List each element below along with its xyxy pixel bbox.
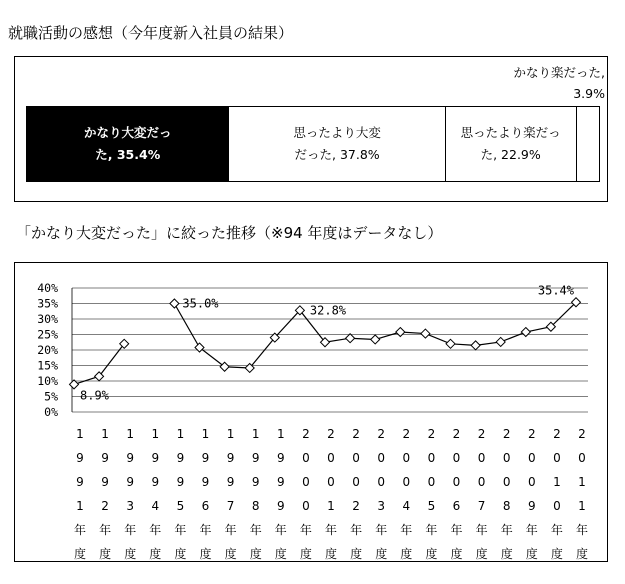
- x-tick-label: 年: [149, 523, 162, 537]
- x-tick-label: 0: [527, 475, 536, 489]
- x-tick-label: 0: [402, 475, 411, 489]
- x-tick-label: 0: [352, 475, 360, 489]
- x-tick-label: 9: [226, 475, 235, 489]
- x-tick-label: 2: [502, 427, 511, 441]
- x-tick-label: 0: [578, 451, 586, 465]
- x-tick-label: 2: [302, 427, 310, 441]
- x-tick-label: 年: [274, 523, 287, 537]
- data-point: [396, 328, 405, 337]
- segment-label-line2: た, 22.9%: [480, 147, 541, 162]
- x-tick-label: 度: [425, 547, 438, 561]
- x-tick-label: 度: [149, 547, 162, 561]
- y-tick-label: 30%: [37, 312, 58, 326]
- x-tick-label: 度: [575, 547, 589, 561]
- x-tick-label: 9: [151, 451, 160, 465]
- x-tick-label: 1: [276, 427, 285, 441]
- x-tick-label: 年: [249, 523, 262, 537]
- outside-label-line2: 3.9%: [573, 86, 605, 101]
- data-label: 35.4%: [537, 283, 574, 298]
- x-tick-label: 1: [76, 427, 84, 441]
- x-tick-label: 3: [126, 499, 135, 513]
- x-tick-label: 年: [400, 523, 413, 537]
- x-tick-label: 6: [452, 499, 461, 513]
- x-tick-label: 9: [201, 451, 210, 465]
- x-tick-label: 1: [151, 427, 160, 441]
- x-tick-label: 9: [126, 451, 135, 465]
- x-tick-label: 9: [276, 475, 285, 489]
- x-tick-label: 0: [477, 475, 486, 489]
- x-tick-label: 2: [427, 427, 436, 441]
- x-tick-label: 0: [452, 475, 461, 489]
- x-tick-label: 度: [199, 547, 212, 561]
- data-point: [521, 328, 530, 337]
- x-tick-label: 2: [477, 427, 486, 441]
- x-tick-label: 1: [327, 499, 335, 513]
- x-tick-label: 9: [76, 451, 84, 465]
- y-tick-label: 15%: [37, 358, 58, 373]
- trend-title: 「かなり大変だった」に絞った推移（※94 年度はデータなし）: [16, 224, 443, 242]
- x-tick-label: 2: [101, 499, 109, 513]
- data-label: 8.9%: [80, 388, 109, 403]
- x-tick-label: 1: [578, 475, 586, 489]
- x-tick-label: 1: [578, 499, 586, 513]
- x-tick-label: 度: [224, 547, 237, 561]
- y-tick-label: 5%: [44, 389, 58, 404]
- data-label: 32.8%: [309, 303, 347, 318]
- x-tick-label: 度: [375, 547, 388, 561]
- x-tick-label: 年: [174, 523, 187, 537]
- x-tick-label: 9: [176, 451, 185, 465]
- x-tick-label: 9: [527, 499, 536, 513]
- x-tick-label: 3: [377, 499, 386, 513]
- x-tick-label: 年: [500, 523, 513, 537]
- x-tick-label: 2: [553, 427, 561, 441]
- x-tick-label: 年: [550, 523, 563, 537]
- x-tick-label: 2: [352, 427, 360, 441]
- x-tick-label: 0: [402, 451, 411, 465]
- outside-label-line1: かなり楽だった,: [513, 65, 605, 80]
- x-tick-label: 年: [73, 523, 87, 537]
- x-tick-label: 0: [327, 475, 335, 489]
- x-tick-label: 度: [174, 547, 187, 561]
- x-tick-label: 年: [350, 523, 363, 537]
- x-tick-label: 度: [249, 547, 262, 561]
- x-tick-label: 年: [525, 523, 538, 537]
- x-tick-label: 年: [324, 523, 338, 537]
- x-tick-label: 0: [377, 451, 386, 465]
- x-tick-label: 0: [452, 451, 461, 465]
- data-point: [421, 329, 430, 338]
- y-tick-label: 20%: [37, 343, 58, 357]
- segment-label-line1: 思ったより大変: [293, 125, 381, 140]
- x-tick-label: 度: [400, 547, 413, 561]
- x-tick-label: 2: [327, 427, 335, 441]
- x-tick-label: 0: [302, 499, 310, 513]
- x-tick-label: 2: [402, 427, 411, 441]
- x-tick-label: 度: [73, 547, 87, 561]
- x-tick-label: 0: [302, 451, 310, 465]
- data-point: [170, 299, 179, 308]
- x-tick-label: 1: [251, 427, 260, 441]
- data-point: [346, 334, 355, 343]
- x-tick-label: 2: [452, 427, 461, 441]
- x-tick-label: 0: [553, 451, 561, 465]
- x-tick-label: 9: [101, 451, 109, 465]
- segment-label-line2: だった, 37.8%: [294, 147, 380, 162]
- x-tick-label: 度: [525, 547, 538, 561]
- y-tick-label: 40%: [37, 281, 58, 295]
- x-tick-label: 年: [475, 523, 488, 537]
- x-tick-label: 4: [151, 499, 160, 513]
- x-tick-label: 年: [199, 523, 212, 537]
- x-tick-label: 1: [76, 499, 84, 513]
- x-tick-label: 年: [425, 523, 438, 537]
- x-tick-label: 8: [251, 499, 260, 513]
- x-tick-label: 年: [375, 523, 388, 537]
- x-tick-label: 0: [502, 475, 511, 489]
- x-tick-label: 9: [151, 475, 160, 489]
- x-tick-label: 0: [327, 451, 335, 465]
- x-tick-label: 5: [176, 499, 185, 513]
- x-tick-label: 度: [550, 547, 563, 561]
- x-tick-label: 年: [99, 523, 112, 537]
- y-tick-label: 0%: [44, 405, 58, 419]
- x-tick-label: 7: [226, 499, 235, 513]
- segment-label-line1: 思ったより楽だっ: [460, 125, 561, 140]
- y-tick-label: 35%: [37, 296, 58, 311]
- x-tick-label: 2: [578, 427, 586, 441]
- x-tick-label: 9: [76, 475, 84, 489]
- x-tick-label: 年: [299, 523, 312, 537]
- y-tick-label: 10%: [37, 374, 58, 388]
- x-tick-label: 0: [527, 451, 536, 465]
- x-tick-label: 9: [251, 451, 260, 465]
- x-tick-label: 2: [352, 499, 360, 513]
- x-tick-label: 8: [502, 499, 511, 513]
- x-tick-label: 9: [226, 451, 235, 465]
- x-tick-label: 度: [99, 547, 112, 561]
- x-tick-label: 0: [377, 475, 386, 489]
- data-point: [471, 341, 480, 350]
- x-tick-label: 年: [124, 523, 137, 537]
- x-tick-label: 度: [500, 547, 513, 561]
- x-tick-label: 度: [124, 547, 137, 561]
- x-tick-label: 7: [477, 499, 486, 513]
- segment-label-line2: た, 35.4%: [95, 147, 161, 162]
- x-tick-label: 0: [477, 451, 486, 465]
- x-tick-label: 1: [226, 427, 235, 441]
- x-tick-label: 0: [502, 451, 511, 465]
- x-tick-label: 9: [101, 475, 109, 489]
- x-tick-label: 度: [475, 547, 488, 561]
- x-tick-label: 9: [126, 475, 135, 489]
- x-tick-label: 0: [352, 451, 360, 465]
- data-point: [446, 339, 455, 348]
- x-tick-label: 1: [201, 427, 210, 441]
- x-tick-label: 2: [377, 427, 386, 441]
- data-label: 35.0%: [182, 296, 219, 311]
- x-tick-label: 年: [450, 523, 463, 537]
- x-tick-label: 9: [176, 475, 185, 489]
- x-tick-label: 5: [427, 499, 436, 513]
- x-tick-label: 度: [350, 547, 363, 561]
- x-tick-label: 度: [324, 547, 338, 561]
- x-tick-label: 9: [251, 475, 260, 489]
- x-tick-label: 9: [276, 499, 285, 513]
- x-tick-label: 0: [427, 475, 436, 489]
- x-tick-label: 6: [201, 499, 210, 513]
- y-tick-label: 25%: [37, 327, 58, 342]
- data-point: [496, 337, 505, 346]
- x-tick-label: 1: [126, 427, 135, 441]
- x-tick-label: 4: [402, 499, 411, 513]
- x-tick-label: 年: [575, 523, 589, 537]
- x-tick-label: 年: [224, 523, 237, 537]
- x-tick-label: 度: [450, 547, 463, 561]
- x-tick-label: 2: [527, 427, 536, 441]
- survey-title: 就職活動の感想（今年度新入社員の結果）: [8, 24, 294, 42]
- x-tick-label: 9: [201, 475, 210, 489]
- x-tick-label: 0: [427, 451, 436, 465]
- segment-label-line1: かなり大変だっ: [83, 125, 172, 140]
- x-tick-label: 0: [553, 499, 561, 513]
- x-tick-label: 1: [176, 427, 185, 441]
- x-tick-label: 度: [274, 547, 287, 561]
- data-point: [371, 335, 380, 344]
- x-tick-label: 0: [302, 475, 310, 489]
- x-tick-label: 1: [553, 475, 561, 489]
- x-tick-label: 度: [299, 547, 312, 561]
- x-tick-label: 9: [276, 451, 285, 465]
- x-tick-label: 1: [101, 427, 109, 441]
